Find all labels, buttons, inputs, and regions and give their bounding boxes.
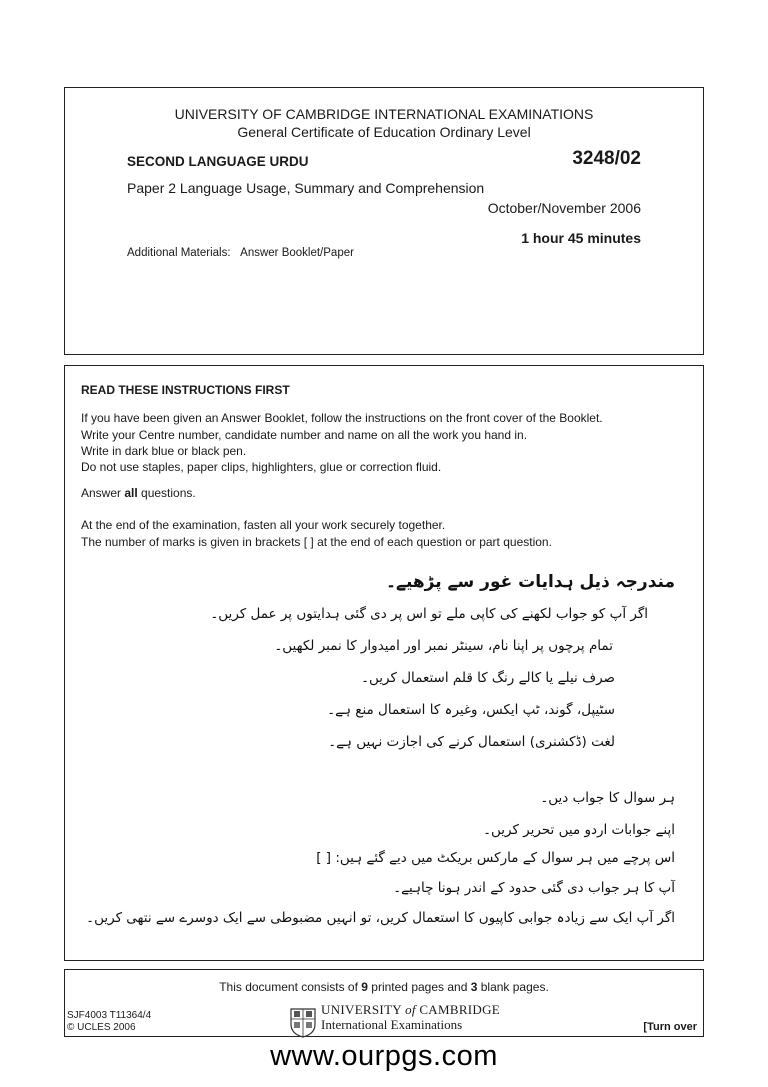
instruction-line: At the end of the examination, fasten all your work securely together. [81, 518, 446, 532]
page-count-pre: This document consists of [219, 980, 362, 994]
logo-line-2: International Examinations [321, 1017, 463, 1032]
duration: 1 hour 45 minutes [521, 230, 641, 246]
urdu-line: لغت (ڈکشنری) استعمال کرنے کی اجازت نہیں ہے۔ [328, 734, 615, 750]
header-box [64, 87, 704, 355]
urdu-line: اگر آپ کو جواب لکھنے کی کاپی ملے تو اس پر دی گئی ہدایتوں پر عمل کریں۔ [210, 606, 648, 622]
answer-instruction [81, 486, 196, 500]
logo-of: of [405, 1002, 416, 1017]
urdu-instructions-title: مندرجہ ذیل ہدایات غور سے پڑھیے۔ [386, 572, 675, 592]
page-count [65, 980, 703, 994]
footer-box [64, 969, 704, 1037]
answer-pre: Answer [81, 486, 125, 500]
answer-bold: all [124, 486, 138, 500]
logo-line-1 [321, 1002, 500, 1018]
exam-session: October/November 2006 [487, 200, 641, 216]
answer-post: questions. [137, 486, 196, 500]
additional-materials-label: Additional Materials: [127, 247, 231, 259]
instructions-box [64, 365, 704, 961]
urdu-line: آپ کا ہر جواب دی گئی حدود کے اندر ہونا چاہیے۔ [393, 880, 675, 896]
instruction-line: Do not use staples, paper clips, highlighters, glue or correction fluid. [81, 460, 442, 474]
paper-title: Paper 2 Language Usage, Summary and Comprehension [127, 180, 485, 196]
urdu-line: سٹیپل، گوند، ٹپ ایکس، وغیرہ کا استعمال منع ہے۔ [327, 702, 615, 718]
paper-code: 3248/02 [572, 148, 641, 169]
instructions-heading: READ THESE INSTRUCTIONS FIRST [81, 383, 290, 397]
page-count-post: blank pages. [477, 980, 549, 994]
exam-board: UNIVERSITY OF CAMBRIDGE INTERNATIONAL EXAMINATIONS [174, 106, 594, 122]
document-reference: SJF4003 T11364/4 [67, 1010, 152, 1021]
cambridge-crest-icon [290, 1008, 316, 1038]
watermark-url: www.ourpgs.com [270, 1040, 498, 1072]
printed-page-count: 9 [361, 980, 368, 994]
urdu-line: صرف نیلے یا کالے رنگ کا قلم استعمال کریں۔ [361, 670, 615, 686]
copyright: © UCLES 2006 [67, 1022, 136, 1033]
urdu-line: اس پرچے میں ہر سوال کے مارکس بریکٹ میں دیے گئے ہیں: [ ] [316, 850, 675, 866]
urdu-line: اپنے جوابات اردو میں تحریر کریں۔ [483, 822, 675, 838]
urdu-line: ہر سوال کا جواب دیں۔ [540, 790, 675, 806]
turn-over: [Turn over [643, 1021, 697, 1033]
urdu-line: تمام پرچوں پر اپنا نام، سینٹر نمبر اور امیدوار کا نمبر لکھیں۔ [274, 638, 613, 654]
instruction-line: Write your Centre number, candidate number and name on all the work you hand in. [81, 428, 528, 442]
qualification: General Certificate of Education Ordinary Level [237, 124, 531, 140]
subject-title: SECOND LANGUAGE URDU [127, 154, 309, 169]
additional-materials-value: Answer Booklet/Paper [240, 247, 354, 259]
blank-page-count: 3 [470, 980, 478, 994]
logo-cambridge: CAMBRIDGE [415, 1002, 501, 1017]
urdu-line: اگر آپ ایک سے زیادہ جوابی کاپیوں کا استعمال کریں، تو انہیں مضبوطی سے ایک دوسرے سے نتھی کریں۔ [86, 910, 675, 926]
additional-materials [127, 247, 354, 259]
instruction-line: If you have been given an Answer Booklet, follow the instructions on the front cover of the Booklet. [81, 411, 603, 425]
page-count-mid: printed pages and [367, 980, 471, 994]
instruction-line: The number of marks is given in brackets [ ] at the end of each question or part question. [81, 535, 552, 549]
cambridge-logo [65, 1000, 705, 1036]
logo-university: UNIVERSITY [321, 1002, 406, 1017]
instruction-line: Write in dark blue or black pen. [81, 444, 247, 458]
